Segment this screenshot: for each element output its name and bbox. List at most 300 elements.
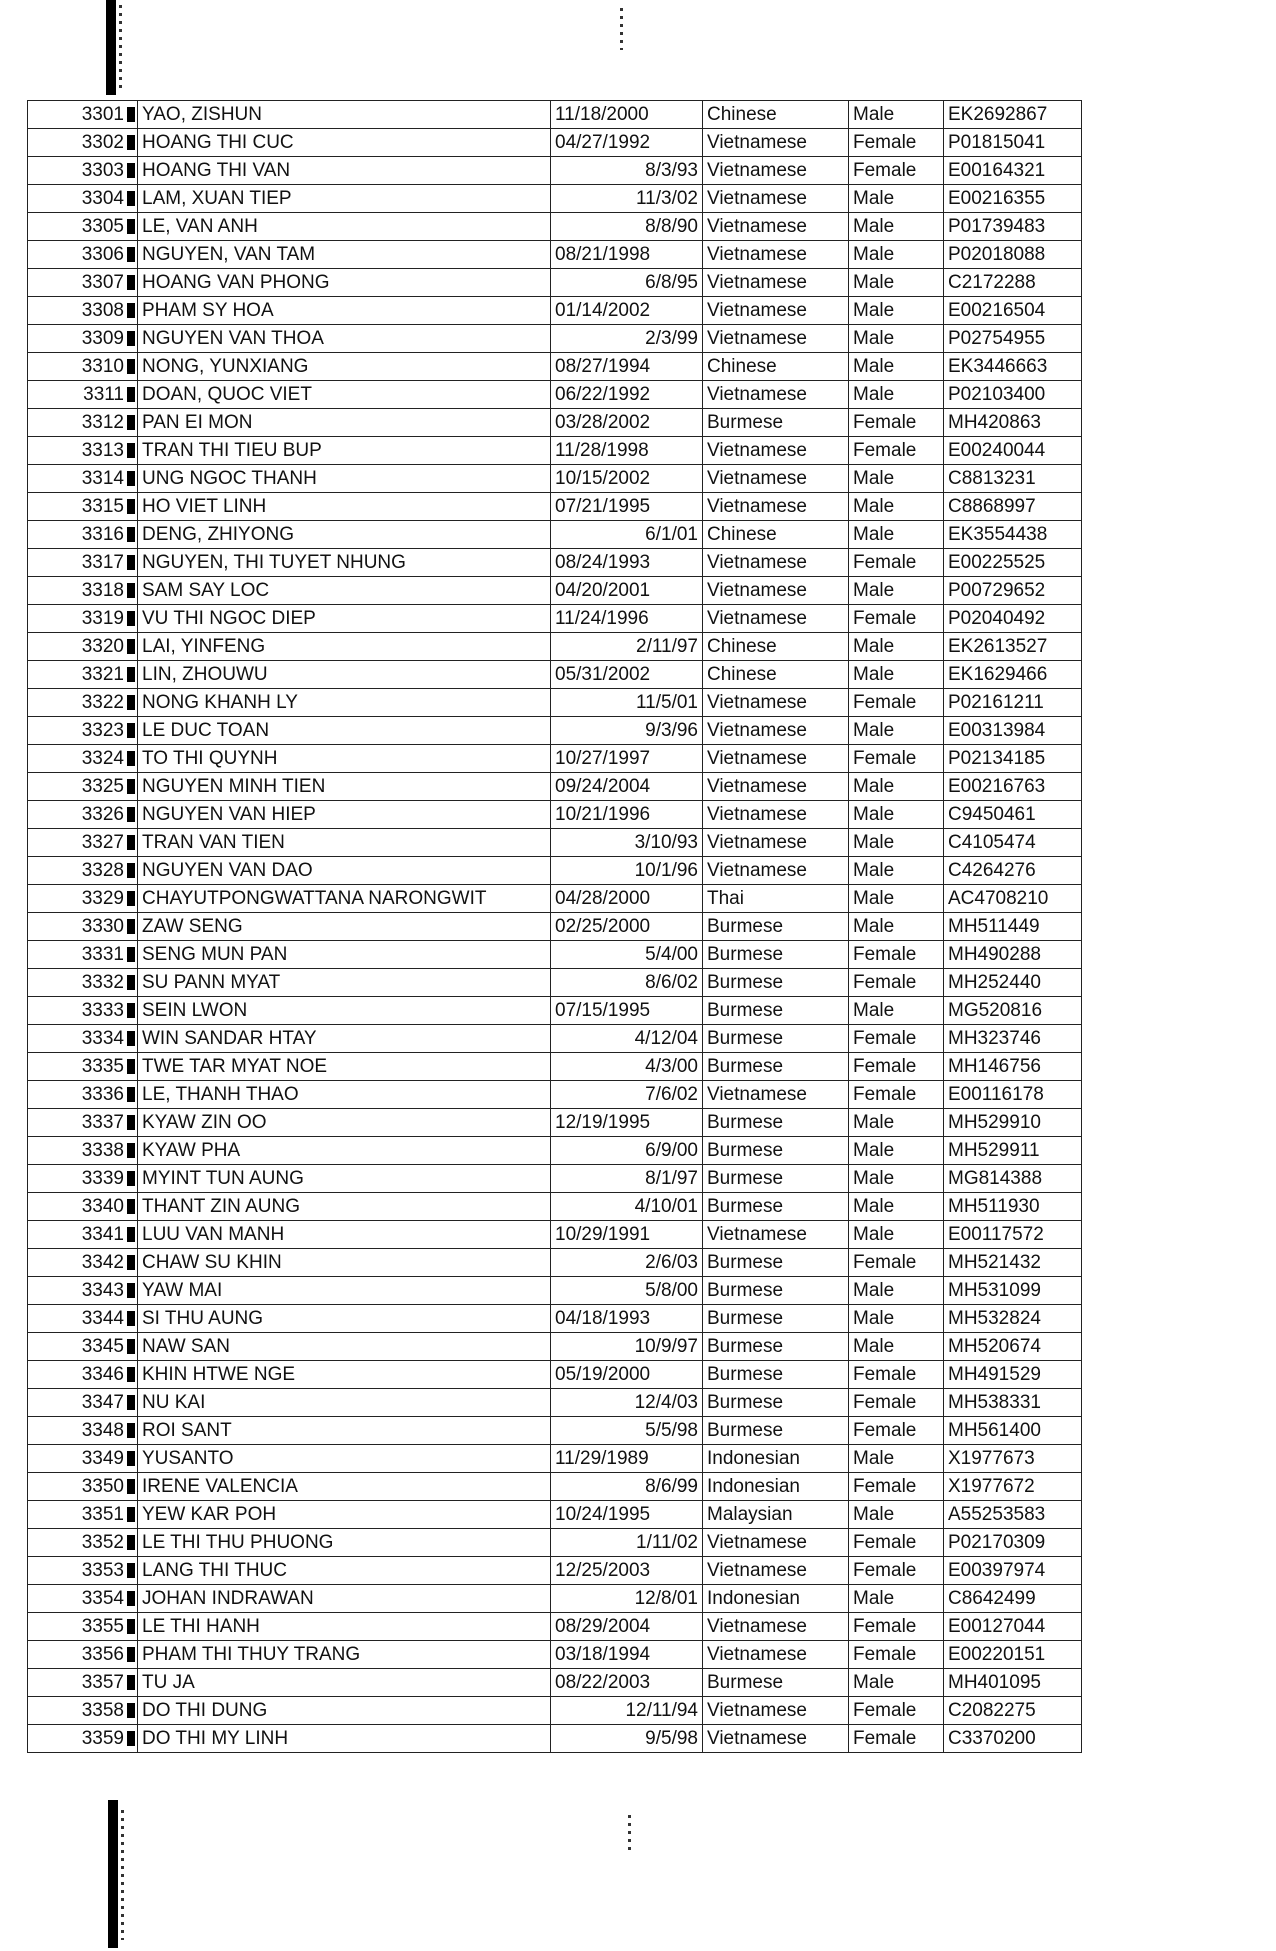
row-number-text: 3323 [81,720,124,741]
name-text: TU JA [142,1672,195,1693]
sex-cell [849,1501,944,1529]
date-of-birth-cell [551,101,703,129]
nationality-text: Vietnamese [707,132,807,153]
row-number-text: 3335 [81,1056,124,1077]
nationality-cell [703,969,849,997]
passport-number-cell [944,1557,1082,1585]
name-cell [138,1193,551,1221]
redaction-mark [127,443,135,458]
row-number-text: 3320 [81,636,124,657]
scan-dots-top [119,5,122,90]
passport-number-cell [944,1613,1082,1641]
name-cell [138,101,551,129]
row-number-cell [28,717,138,745]
redaction-mark [127,1395,135,1410]
nationality-cell [703,829,849,857]
passport-number-text: C8642499 [948,1588,1036,1609]
name-text: SEIN LWON [142,1000,248,1021]
sex-text: Male [853,1168,895,1189]
table-row [28,1221,1082,1249]
name-text: PHAM SY HOA [142,300,274,321]
nationality-text: Burmese [707,1672,784,1693]
nationality-text: Burmese [707,1364,784,1385]
sex-text: Female [853,1252,917,1273]
row-number-cell [28,353,138,381]
passport-number-cell [944,1081,1082,1109]
name-cell [138,213,551,241]
passport-number-text: C8813231 [948,468,1036,489]
nationality-cell [703,409,849,437]
passport-number-text: E00313984 [948,720,1046,741]
nationality-cell [703,745,849,773]
row-number-text: 3359 [81,1728,124,1749]
nationality-cell [703,773,849,801]
row-number-cell [28,829,138,857]
redaction-mark [127,1451,135,1466]
sex-text: Male [853,1224,895,1245]
nationality-text: Thai [707,888,744,909]
date-of-birth-text: 09/24/2004 [555,776,651,797]
row-number-cell [28,101,138,129]
date-of-birth-cell [551,633,703,661]
name-cell [138,1501,551,1529]
passport-number-text: E00240044 [948,440,1046,461]
table-row [28,773,1082,801]
redaction-mark [127,1507,135,1522]
passport-number-text: E00216763 [948,776,1046,797]
nationality-cell [703,465,849,493]
nationality-cell [703,353,849,381]
row-number-cell [28,1249,138,1277]
passport-number-text: MH529911 [948,1140,1040,1161]
nationality-text: Vietnamese [707,552,807,573]
name-text: KYAW PHA [142,1140,241,1161]
date-of-birth-text: 11/5/01 [636,692,698,713]
redaction-mark [127,359,135,374]
row-number-text: 3310 [81,356,124,377]
nationality-text: Vietnamese [707,1616,807,1637]
nationality-text: Vietnamese [707,860,807,881]
passport-number-cell [944,969,1082,997]
nationality-cell [703,1389,849,1417]
sex-text: Male [853,188,895,209]
row-number-cell [28,857,138,885]
row-number-text: 3326 [81,804,124,825]
table-row [28,1641,1082,1669]
name-text: HOANG VAN PHONG [142,272,330,293]
name-text: YEW KAR POH [142,1504,277,1525]
passport-number-text: MH520674 [948,1336,1041,1357]
passport-number-cell [944,577,1082,605]
row-number-text: 3357 [81,1672,124,1693]
date-of-birth-cell [551,717,703,745]
sex-cell [849,969,944,997]
date-of-birth-cell [551,1277,703,1305]
date-of-birth-cell [551,605,703,633]
passport-number-cell [944,1193,1082,1221]
redaction-mark [127,1003,135,1018]
table-row [28,1025,1082,1053]
row-number-cell [28,269,138,297]
table-row [28,297,1082,325]
name-text: NONG, YUNXIANG [142,356,309,377]
sex-text: Male [853,860,895,881]
passport-number-cell [944,745,1082,773]
row-number-cell [28,1585,138,1613]
name-cell [138,297,551,325]
redaction-mark [127,527,135,542]
date-of-birth-text: 5/4/00 [645,944,698,965]
date-of-birth-cell [551,381,703,409]
passport-number-cell [944,1137,1082,1165]
sex-text: Female [853,1476,917,1497]
date-of-birth-text: 2/11/97 [636,636,698,657]
row-number-text: 3327 [81,832,124,853]
date-of-birth-text: 11/28/1998 [555,440,649,461]
passport-number-cell [944,241,1082,269]
redaction-mark [127,1675,135,1690]
sex-cell [849,465,944,493]
passport-number-text: MG814388 [948,1168,1043,1189]
sex-cell [849,129,944,157]
redaction-mark [127,807,135,822]
scan-dots-center-top [620,8,623,50]
table-row [28,325,1082,353]
table-row [28,661,1082,689]
date-of-birth-text: 08/21/1998 [555,244,651,265]
name-text: UNG NGOC THANH [142,468,317,489]
nationality-text: Vietnamese [707,608,807,629]
sex-text: Male [853,1112,895,1133]
sex-cell [849,913,944,941]
passport-number-text: P02040492 [948,608,1046,629]
sex-cell [849,1585,944,1613]
sex-text: Female [853,1700,917,1721]
sex-text: Male [853,804,895,825]
sex-text: Male [853,300,895,321]
passport-number-cell [944,1025,1082,1053]
sex-cell [849,1109,944,1137]
nationality-text: Vietnamese [707,1224,807,1245]
date-of-birth-cell [551,1389,703,1417]
redaction-mark [127,1227,135,1242]
sex-cell [849,101,944,129]
date-of-birth-text: 04/28/2000 [555,888,651,909]
sex-cell [849,493,944,521]
sex-text: Male [853,524,895,545]
date-of-birth-text: 01/14/2002 [555,300,651,321]
nationality-cell [703,1445,849,1473]
name-text: HOANG THI CUC [142,132,294,153]
date-of-birth-cell [551,185,703,213]
sex-cell [849,1557,944,1585]
date-of-birth-text: 07/21/1995 [555,496,651,517]
table-row [28,801,1082,829]
name-cell [138,1725,551,1753]
nationality-cell [703,577,849,605]
table-row [28,1193,1082,1221]
row-number-cell [28,1697,138,1725]
nationality-text: Burmese [707,1168,784,1189]
passport-number-cell [944,885,1082,913]
nationality-text: Burmese [707,1420,784,1441]
sex-cell [849,1389,944,1417]
row-number-text: 3337 [81,1112,124,1133]
name-text: THANT ZIN AUNG [142,1196,300,1217]
sex-text: Female [853,972,917,993]
name-cell [138,941,551,969]
date-of-birth-text: 12/25/2003 [555,1560,651,1581]
name-text: TRAN VAN TIEN [142,832,285,853]
name-text: KYAW ZIN OO [142,1112,267,1133]
name-cell [138,185,551,213]
row-number-text: 3316 [81,524,124,545]
date-of-birth-cell [551,829,703,857]
passport-number-text: AC4708210 [948,888,1049,909]
date-of-birth-text: 12/19/1995 [555,1112,651,1133]
nationality-text: Burmese [707,1112,784,1133]
name-cell [138,1613,551,1641]
date-of-birth-text: 4/12/04 [634,1028,698,1049]
passport-number-cell [944,913,1082,941]
date-of-birth-text: 6/1/01 [645,524,698,545]
nationality-text: Vietnamese [707,384,807,405]
date-of-birth-text: 10/15/2002 [555,468,651,489]
nationality-text: Burmese [707,972,784,993]
table-row [28,1473,1082,1501]
row-number-cell [28,801,138,829]
date-of-birth-cell [551,297,703,325]
redaction-mark [127,1703,135,1718]
sex-text: Female [853,1644,917,1665]
row-number-cell [28,1221,138,1249]
passport-number-cell [944,1333,1082,1361]
date-of-birth-cell [551,1641,703,1669]
row-number-cell [28,1557,138,1585]
date-of-birth-text: 4/10/01 [634,1196,698,1217]
redaction-mark [127,1647,135,1662]
nationality-cell [703,605,849,633]
nationality-cell [703,633,849,661]
name-text: CHAW SU KHIN [142,1252,282,1273]
table-row [28,1277,1082,1305]
table-row [28,1557,1082,1585]
passport-number-cell [944,997,1082,1025]
table-row [28,1249,1082,1277]
row-number-text: 3358 [81,1700,124,1721]
row-number-text: 3341 [81,1224,124,1245]
row-number-text: 3303 [81,160,124,181]
sex-cell [849,1641,944,1669]
name-cell [138,465,551,493]
row-number-cell [28,409,138,437]
date-of-birth-cell [551,1053,703,1081]
redaction-mark [127,107,135,122]
date-of-birth-cell [551,1585,703,1613]
row-number-text: 3306 [81,244,124,265]
nationality-cell [703,1053,849,1081]
sex-cell [849,185,944,213]
row-number-text: 3347 [81,1392,124,1413]
sex-text: Male [853,216,895,237]
name-text: NU KAI [142,1392,206,1413]
sex-cell [849,1613,944,1641]
name-cell [138,1361,551,1389]
redaction-mark [127,499,135,514]
sex-cell [849,605,944,633]
passport-number-cell [944,1053,1082,1081]
name-text: LE, VAN ANH [142,216,258,237]
passport-number-text: MH531099 [948,1280,1041,1301]
row-number-cell [28,1193,138,1221]
table-row [28,689,1082,717]
table-row [28,493,1082,521]
sex-cell [849,577,944,605]
row-number-text: 3340 [81,1196,124,1217]
redaction-mark [127,947,135,962]
sex-cell [849,297,944,325]
date-of-birth-text: 10/1/96 [634,860,698,881]
row-number-text: 3343 [81,1280,124,1301]
sex-text: Female [853,412,917,433]
redaction-mark [127,583,135,598]
row-number-cell [28,1025,138,1053]
table-row [28,1697,1082,1725]
table-row [28,1081,1082,1109]
date-of-birth-text: 03/28/2002 [555,412,651,433]
name-text: DO THI MY LINH [142,1728,289,1749]
sex-cell [849,213,944,241]
nationality-text: Vietnamese [707,272,807,293]
nationality-text: Vietnamese [707,580,807,601]
row-number-cell [28,297,138,325]
date-of-birth-cell [551,1669,703,1697]
passport-number-text: E00116178 [948,1084,1044,1105]
row-number-cell [28,941,138,969]
nationality-cell [703,1277,849,1305]
name-cell [138,1277,551,1305]
sex-cell [849,437,944,465]
row-number-cell [28,689,138,717]
redaction-mark [127,695,135,710]
name-text: LUU VAN MANH [142,1224,285,1245]
row-number-text: 3351 [81,1504,124,1525]
date-of-birth-text: 11/18/2000 [555,104,649,125]
passport-number-text: C2172288 [948,272,1036,293]
row-number-cell [28,577,138,605]
row-number-cell [28,1053,138,1081]
row-number-cell [28,633,138,661]
nationality-cell [703,1417,849,1445]
name-cell [138,745,551,773]
nationality-cell [703,717,849,745]
passport-number-cell [944,1445,1082,1473]
passport-number-cell [944,773,1082,801]
name-text: TO THI QUYNH [142,748,278,769]
nationality-text: Burmese [707,944,784,965]
date-of-birth-text: 07/15/1995 [555,1000,651,1021]
date-of-birth-cell [551,241,703,269]
table-row [28,913,1082,941]
date-of-birth-text: 05/31/2002 [555,664,651,685]
nationality-text: Burmese [707,1336,784,1357]
sex-cell [849,1725,944,1753]
name-cell [138,1165,551,1193]
name-cell [138,1081,551,1109]
name-cell [138,549,551,577]
date-of-birth-text: 10/21/1996 [555,804,651,825]
redaction-mark [127,1731,135,1746]
row-number-text: 3311 [83,384,124,405]
passport-number-cell [944,801,1082,829]
name-text: LIN, ZHOUWU [142,664,268,685]
sex-text: Female [853,1532,917,1553]
row-number-text: 3315 [81,496,124,517]
date-of-birth-text: 8/6/99 [645,1476,698,1497]
date-of-birth-text: 5/8/00 [645,1280,698,1301]
table-row [28,381,1082,409]
nationality-cell [703,997,849,1025]
name-text: TRAN THI TIEU BUP [142,440,322,461]
nationality-text: Chinese [707,664,777,685]
row-number-cell [28,1333,138,1361]
row-number-cell [28,157,138,185]
nationality-text: Vietnamese [707,832,807,853]
row-number-text: 3309 [81,328,124,349]
date-of-birth-text: 10/27/1997 [555,748,651,769]
passport-number-text: EK1629466 [948,664,1048,685]
row-number-cell [28,1641,138,1669]
date-of-birth-text: 11/24/1996 [555,608,649,629]
date-of-birth-text: 12/8/01 [634,1588,698,1609]
row-number-text: 3336 [81,1084,124,1105]
date-of-birth-text: 8/1/97 [645,1168,698,1189]
passport-number-text: EK3554438 [948,524,1048,545]
row-number-text: 3313 [81,440,124,461]
table-row [28,969,1082,997]
nationality-text: Vietnamese [707,188,807,209]
row-number-text: 3355 [81,1616,124,1637]
name-text: MYINT TUN AUNG [142,1168,304,1189]
row-number-cell [28,1277,138,1305]
passport-number-text: MH323746 [948,1028,1041,1049]
name-cell [138,1221,551,1249]
name-text: DO THI DUNG [142,1700,268,1721]
name-text: NGUYEN MINH TIEN [142,776,326,797]
name-cell [138,829,551,857]
row-number-cell [28,969,138,997]
row-number-text: 3348 [81,1420,124,1441]
passport-number-text: E00397974 [948,1560,1046,1581]
row-number-text: 3334 [81,1028,124,1049]
sex-text: Female [853,1392,917,1413]
row-number-text: 3332 [81,972,124,993]
date-of-birth-text: 3/10/93 [634,832,698,853]
row-number-cell [28,1361,138,1389]
passport-number-text: X1977673 [948,1448,1035,1469]
nationality-text: Vietnamese [707,1532,807,1553]
sex-cell [849,773,944,801]
date-of-birth-text: 9/3/96 [645,720,698,741]
sex-cell [849,241,944,269]
nationality-cell [703,1585,849,1613]
sex-cell [849,1445,944,1473]
name-text: SU PANN MYAT [142,972,281,993]
table-row [28,1725,1082,1753]
redaction-mark [127,163,135,178]
passport-number-cell [944,633,1082,661]
table-row [28,129,1082,157]
